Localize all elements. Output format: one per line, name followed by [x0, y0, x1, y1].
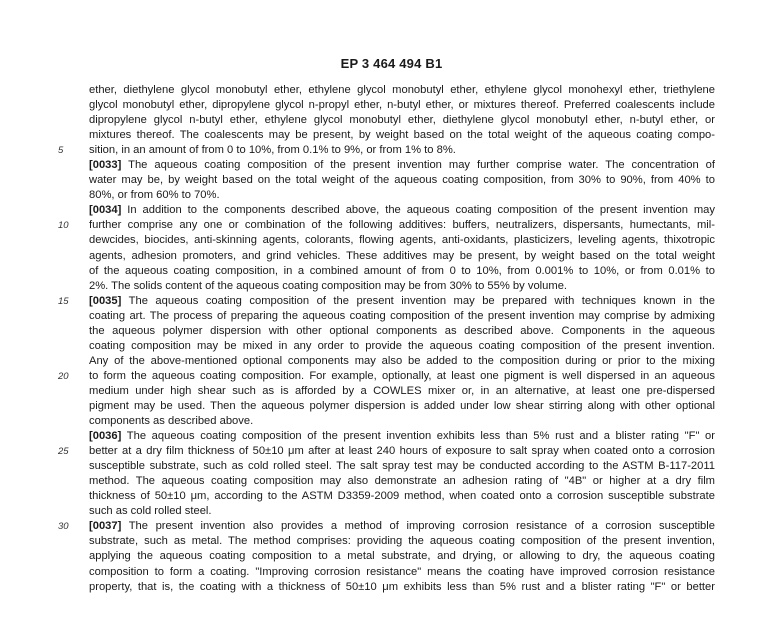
line-text: Any of the above-mentioned optional components may also be added to the composition during or prior to the mixing [89, 354, 715, 367]
text-line [89, 369, 715, 384]
margin-line-number: 30 [58, 521, 69, 533]
text-line [89, 324, 715, 339]
margin-line-number: 15 [58, 295, 69, 307]
margin-line-number: 25 [58, 446, 69, 458]
line-text: substrate, such as metal. The method comprises: providing the aqueous coating composition of the present invention, [89, 535, 715, 548]
paragraph-number: [0037] [89, 520, 122, 533]
line-text: The present invention also provides a method of improving corrosion resistance of a corrosion susceptible [121, 520, 715, 533]
text-line [89, 203, 715, 218]
text-line [89, 83, 715, 98]
line-text: mixtures thereof. The coalescents may be present, by weight based on the total weight of the aqueous coating compo- [89, 129, 715, 142]
document-body [89, 83, 715, 595]
paragraph-number: [0035] [89, 294, 122, 307]
line-text: pigment may be used. Then the aqueous polymer dispersion is added under low shear stirring along with other optional [89, 399, 715, 412]
text-line [89, 309, 715, 324]
text-line [89, 233, 715, 248]
text-line [89, 444, 715, 459]
line-text: susceptible substrate, such as cold rolled steel. The salt spray test may be conducted according to the ASTM B-117-2011 [89, 460, 715, 473]
text-line [89, 218, 715, 233]
text-line [89, 504, 715, 519]
text-line [89, 519, 715, 534]
text-line [89, 113, 715, 128]
text-line [89, 188, 715, 203]
text-line [89, 474, 715, 489]
text-line [89, 399, 715, 414]
line-text: 80%, or from 60% to 70%. [89, 189, 220, 202]
text-line [89, 580, 715, 595]
line-text: ether, diethylene glycol monobutyl ether, ethylene glycol monobutyl ether, ethylene glycol monohexyl ether, triethylene [89, 84, 715, 96]
line-text: dewcides, biocides, anti-skinning agents, colorants, flowing agents, anti-oxidants, plasticizers, leveling agents, thixotropic [89, 234, 715, 247]
text-line [89, 173, 715, 188]
line-text: applying the aqueous coating composition to a metal substrate, and drying, or allowing to dry, the aqueous coating [89, 550, 715, 563]
line-text: coating art. The process of preparing the aqueous coating composition of the present invention may comprise by admixing [89, 309, 715, 322]
line-text: further comprise any one or combination of the following additives: buffers, neutralizers, dispersants, humectants, mil- [89, 219, 715, 232]
patent-number-header: EP 3 464 494 B1 [340, 56, 443, 71]
line-text: agents, adhesion promoters, and grind vehicles. These additives may be present, by weight based on the total weight [89, 249, 715, 262]
text-line [89, 549, 715, 564]
text-line [89, 98, 715, 113]
text-line [89, 249, 715, 264]
text-line [89, 354, 715, 369]
line-text: 2%. The solids content of the aqueous coating composition may be from 30% to 55% by volume. [89, 279, 568, 292]
text-line [89, 279, 715, 294]
text-line [89, 489, 715, 504]
line-text: method. The aqueous coating composition may also demonstrate an adhesion rating of "4B" or higher at a dry film [89, 475, 715, 488]
line-text: In addition to the components described above, the aqueous coating composition of the present invention may [121, 204, 715, 217]
margin-line-number: 5 [58, 145, 64, 157]
text-line [89, 158, 715, 173]
text-line [89, 128, 715, 143]
text-line [89, 459, 715, 474]
line-text: to form the aqueous coating composition. For example, optionally, at least one pigment is well dispersed in an aqueous [89, 369, 715, 382]
margin-line-number: 20 [58, 370, 69, 382]
line-text: The aqueous coating composition of the present invention may be prepared with techniques known in the [121, 294, 715, 307]
line-text: the aqueous polymer dispersion with other optional components as described above. Components in the aqueous [89, 324, 715, 337]
text-line [89, 565, 715, 580]
line-text: of the aqueous coating composition, in a combined amount of from 0 to 10%, from 0.001% to 10%, or from 0.01% to [89, 264, 715, 277]
text-line [89, 534, 715, 549]
line-text: coating composition may be mixed in any order to provide the aqueous coating composition of the present invention. [89, 339, 715, 352]
margin-line-number: 10 [58, 220, 69, 232]
paragraph-number: [0036] [89, 430, 122, 443]
line-text: The aqueous coating composition of the present invention exhibits less than 5% rust and a blister rating "F" or [121, 430, 715, 443]
line-text: better at a dry film thickness of 50±10 μm after at least 240 hours of exposure to salt spray when coated onto a corrosion [89, 445, 715, 458]
text-line [89, 294, 715, 309]
line-text: composition to form a coating. "Improving corrosion resistance" means the coating have improved corrosion resistance [89, 565, 715, 578]
line-text: water may be, by weight based on the total weight of the aqueous coating composition, from 30% to 90%, from 40% to [89, 174, 715, 187]
line-text: dipropylene glycol n-butyl ether, ethylene glycol monobutyl ether, diethylene glycol monobutyl ether, n-butyl ether, or [89, 114, 715, 127]
text-line [89, 264, 715, 279]
text-line [89, 339, 715, 354]
line-text: sition, in an amount of from 0 to 10%, from 0.1% to 9%, or from 1% to 8%. [89, 144, 456, 157]
text-line [89, 143, 715, 158]
line-text: such as cold rolled steel. [89, 505, 212, 518]
paragraph-number: [0033] [89, 159, 122, 172]
text-line [89, 414, 715, 429]
paragraph-number: [0034] [89, 204, 122, 217]
text-line [89, 429, 715, 444]
line-text: thickness of 50±10 μm, according to the ASTM D3359-2009 method, when coated onto a corrosion susceptible substrate [89, 490, 715, 503]
line-text: property, that is, the coating with a thickness of 50±10 μm exhibits less than 5% rust and a blister rating "F" or better [89, 580, 715, 593]
line-text: glycol monobutyl ether, dipropylene glycol n-propyl ether, n-butyl ether, or mixtures thereof. Preferred coalescents include [89, 99, 715, 112]
text-line [89, 384, 715, 399]
line-text: medium under high shear such as is afforded by a COWLES mixer or, in an alternative, at least one pre-dispersed [89, 384, 715, 397]
line-text: components as described above. [89, 415, 254, 428]
line-text: The aqueous coating composition of the present invention may further comprise water. The concentration of [121, 159, 715, 172]
